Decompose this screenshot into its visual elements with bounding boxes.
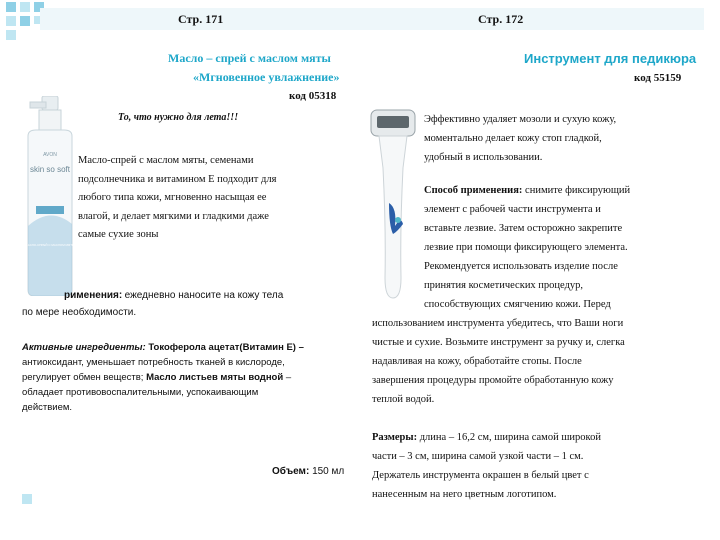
size-text: длина – 16,2 см, ширина самой широкой [419, 432, 601, 443]
left-tagline: То, что нужно для лета!!! [118, 112, 239, 123]
size-line: части – 3 см, ширина самой узкой части – 1 см. [372, 451, 584, 462]
left-product-code: код 05318 [289, 90, 337, 102]
corner-square [6, 16, 16, 26]
size-line: Держатель инструмента окрашен в белый цвет с [372, 470, 589, 481]
description-line: самые сухие зоны [78, 229, 159, 240]
usage-line: элемент с рабочей части инструмента и [424, 204, 601, 215]
usage-line: чистые и сухие. Возьмите инструмент за ручку и, слегка [372, 337, 625, 348]
ingredients-label: Активные ингредиенты: [22, 342, 146, 353]
intro-line: Эффективно удаляет мозоли и сухую кожу, [424, 114, 617, 125]
corner-square [6, 2, 16, 12]
size-label: Размеры: [372, 432, 418, 443]
left-ingredients [22, 340, 352, 415]
corner-square [6, 30, 16, 40]
usage-text: ежедневно наносите на кожу тела [124, 290, 284, 301]
right-product-code: код 55159 [634, 72, 682, 84]
bottle-brand-top: AVON [43, 152, 57, 158]
bottle-brand: skin so soft [29, 165, 71, 174]
left-volume [272, 466, 344, 477]
left-product-subtitle: «Мгновенное увлажнение» [193, 70, 340, 84]
right-intro [424, 110, 704, 167]
intro-line: моментально делает кожу стоп гладкой, [424, 133, 602, 144]
usage-line: завершения процедуры промойте обработанную кожу [372, 375, 614, 386]
description-line: влагой, и делает мягкими и гладкими даже [78, 210, 269, 222]
left-usage [64, 290, 283, 301]
usage-label: рименения: [64, 290, 123, 301]
ingredient-mint-oil: Масло листьев мяты водной [146, 372, 284, 383]
right-usage [424, 181, 709, 314]
bottle-label: МАСЛО-СПРЕЙ С МАСЛОМ МЯТЫ [25, 243, 75, 247]
intro-line: удобный в использовании. [424, 152, 543, 163]
description-line: подсолнечника и витамином Е подходит для [78, 173, 277, 185]
description-line: Масло-спрей с маслом мяты, семенами [78, 155, 254, 166]
page-number-left: Стр. 171 [178, 12, 224, 26]
usage-line: способствующих смягчению кожи. Перед [424, 299, 611, 310]
spray-bottle-image [22, 96, 76, 296]
ingredients-line: регулирует обмен веществ; [22, 372, 144, 383]
page-number-right: Стр. 172 [478, 12, 524, 26]
corner-square [20, 2, 30, 12]
usage-line: Рекомендуется использовать изделие после [424, 261, 618, 272]
right-sizes [372, 428, 712, 504]
ingredient-tocopherol: Токоферола ацетат(Витамин Е) [148, 342, 296, 353]
usage-line: теплой водой. [372, 394, 435, 405]
volume-value: 150 мл [312, 466, 345, 477]
description-line: любого типа кожи, мгновенно насыщая ее [78, 192, 267, 203]
usage-line: надавливая на кожу, обработайте стопы. После [372, 356, 582, 367]
usage-line: использованием инструмента убедитесь, что Ваши ноги [372, 318, 624, 329]
usage-line: лезвие при помощи фиксирующего элемента. [424, 242, 628, 253]
right-usage-wide [372, 314, 712, 409]
usage-label: Способ применения: [424, 185, 523, 196]
corner-square [20, 16, 30, 26]
usage-line: принятия косметических процедур, [424, 280, 584, 291]
left-description [78, 152, 308, 245]
bottom-square [22, 494, 32, 504]
ingredient-dash: – [298, 342, 304, 353]
left-usage-line2: по мере необходимости. [22, 307, 137, 318]
right-product-title: Инструмент для педикюра [524, 51, 697, 66]
usage-line: вставьте лезвие. Затем осторожно закрепите [424, 223, 623, 234]
ingredients-line: обладает противовоспалительными, успокаивающим [22, 387, 259, 398]
size-line: нанесенным на него цветным логотипом. [372, 489, 557, 500]
ingredient-dash: – [285, 372, 292, 383]
usage-text: снимите фиксирующий [525, 185, 631, 196]
volume-label: Объем: [272, 466, 310, 477]
left-product-title: Масло – спрей с маслом мяты [168, 51, 331, 65]
ingredients-line: антиоксидант, уменьшает потребность тканей в кислороде, [22, 357, 285, 368]
header-bar [40, 8, 704, 30]
ingredients-line: действием. [22, 402, 73, 413]
pedicure-tool-image [367, 108, 419, 300]
